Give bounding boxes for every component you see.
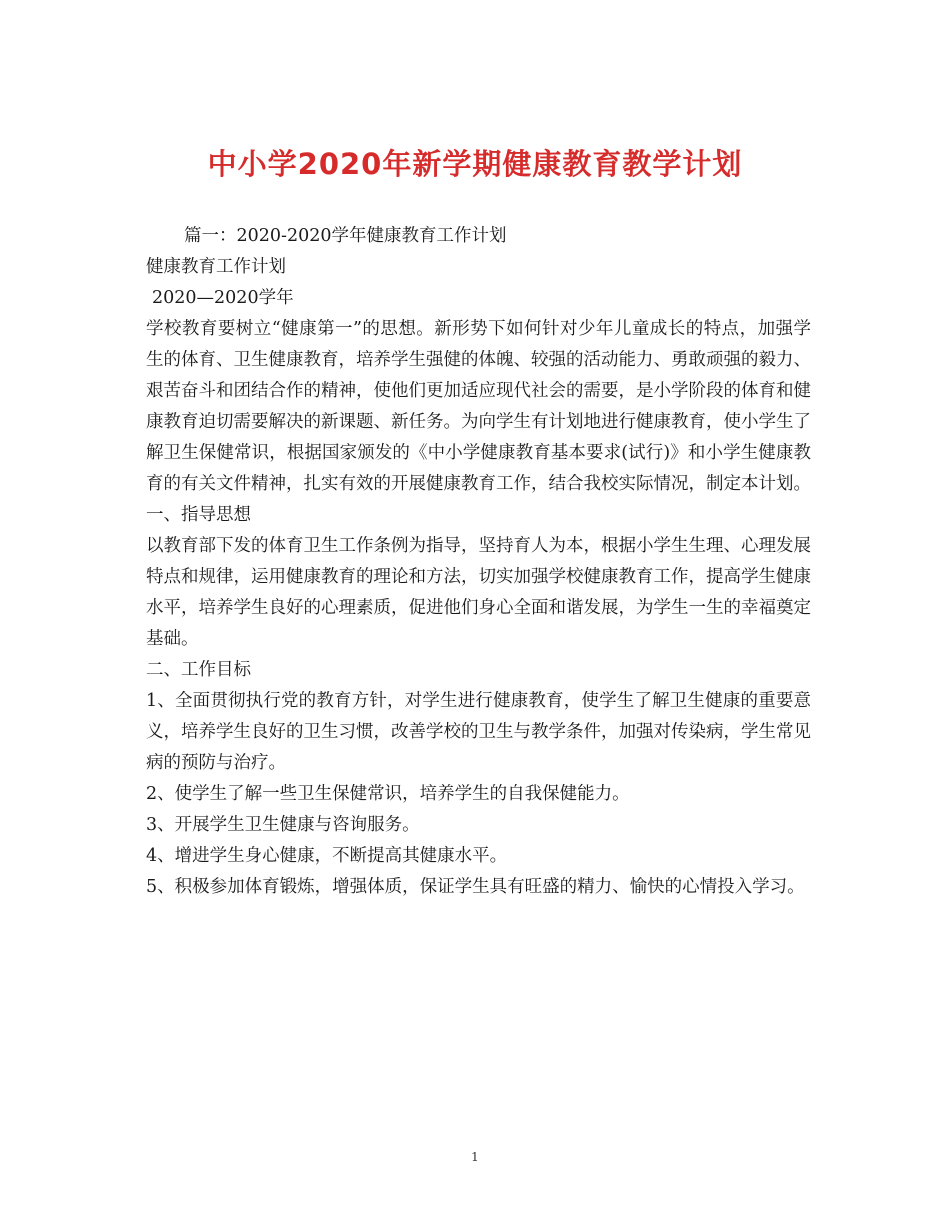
document-title: 中小学2020年新学期健康教育教学计划 xyxy=(207,147,743,181)
page-number: 1 xyxy=(471,1150,479,1164)
document-body xyxy=(146,221,811,903)
intro-paragraph: 学校教育要树立“健康第一”的思想。新形势下如何针对少年儿童成长的特点，加强学生的体育、卫生健康教育，培养学生强健的体魄、较强的活动能力、勇敢顽强的毅力、艰苦奋斗和团结合作的精神，使他们更加适应现代社会的需要，是小学阶段的体育和健康教育迫切需要解决的新课题、新任务。为向学生有计划地进行健康教育，使小学生了解卫生保健常识，根据国家颁发的《中小学健康教育基本要求(试行)》和小学生健康教育的有关文件精神，扎实有效的开展健康教育工作，结合我校实际情况，制定本计划。 xyxy=(146,319,811,494)
section-heading-part-one: 篇一：2020-2020学年健康教育工作计划 xyxy=(184,226,507,246)
goal-item-4: 4、增进学生身心健康，不断提高其健康水平。 xyxy=(146,846,508,866)
goal-item-1: 1、全面贯彻执行党的教育方针，对学生进行健康教育，使学生了解卫生健康的重要意义，培养学生良好的卫生习惯，改善学校的卫生与教学条件，加强对传染病，学生常见病的预防与治疗。 xyxy=(146,691,811,773)
section-heading-guiding-ideology: 一、指导思想 xyxy=(146,505,251,525)
goal-item-5: 5、积极参加体育锻炼，增强体质，保证学生具有旺盛的精力、愉快的心情投入学习。 xyxy=(146,877,805,897)
guiding-ideology-paragraph: 以教育部下发的体育卫生工作条例为指导，坚持育人为本，根据小学生生理、心理发展特点和规律，运用健康教育的理论和方法，切实加强学校健康教育工作，提高学生健康水平，培养学生良好的心理素质，促进他们身心全面和谐发展，为学生一生的幸福奠定基础。 xyxy=(146,536,811,649)
goal-item-3: 3、开展学生卫生健康与咨询服务。 xyxy=(146,815,420,835)
school-year: 2020—2020学年 xyxy=(152,288,294,308)
section-heading-work-goals: 二、工作目标 xyxy=(146,660,251,680)
plan-heading: 健康教育工作计划 xyxy=(146,257,286,277)
goal-item-2: 2、使学生了解一些卫生保健常识，培养学生的自我保健能力。 xyxy=(146,784,630,804)
